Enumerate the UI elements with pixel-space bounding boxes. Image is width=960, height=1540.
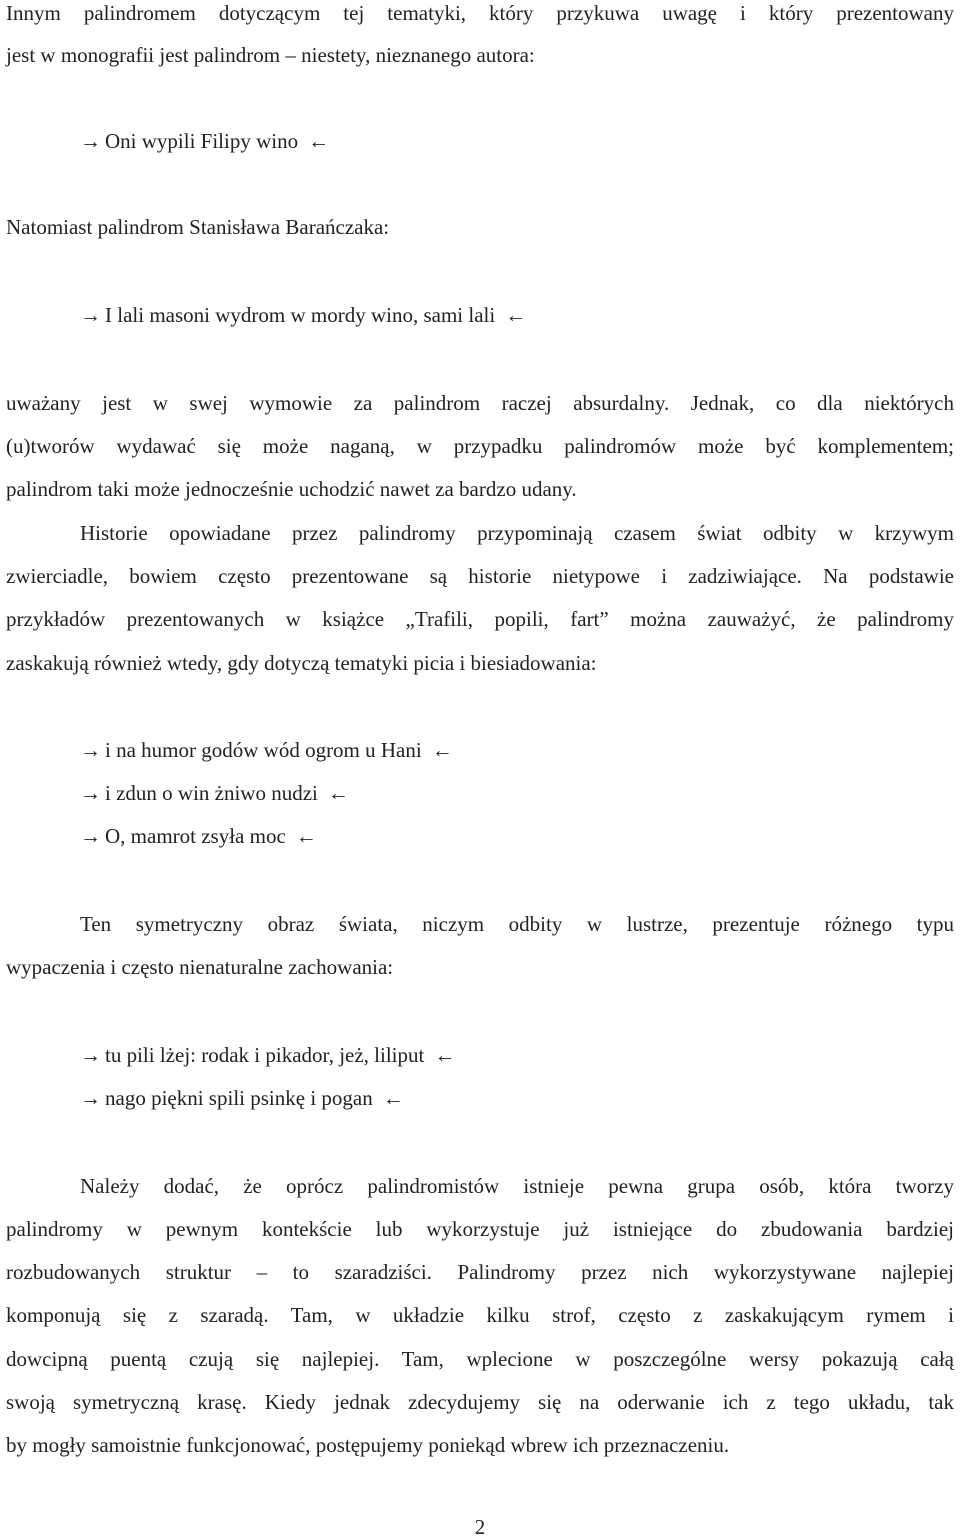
arrow-left-icon: ←: [431, 738, 453, 762]
arrow-right-icon: →: [80, 1086, 101, 1110]
arrow-right-icon: →: [80, 738, 101, 762]
palindrome-nago: [80, 1085, 954, 1111]
para1-line-2: (u)tworów wydawać się może naganą, w przypadku palindromów może być komplementem;: [6, 434, 954, 458]
para4-line-6: swoją symetryczną krasę. Kiedy jednak zdecydujemy się na oderwanie ich z tego układu, tak: [6, 1390, 954, 1414]
palindrome-tu-pili: [80, 1042, 954, 1068]
arrow-right-icon: →: [80, 781, 101, 805]
para2-line-2: zwierciadle, bowiem często prezentowane są historie nietypowe i zadziwiające. Na podstawie: [6, 564, 954, 588]
para3-line-2: wypaczenia i często nienaturalne zachowania:: [6, 955, 394, 979]
page-number: 2: [474, 1515, 486, 1539]
para2-line-4: zaskakują również wtedy, gdy dotyczą tematyki picia i biesiadowania:: [6, 651, 597, 675]
intro-line-2: jest w monografii jest palindrom – niestety, nieznanego autora:: [6, 43, 535, 67]
para1-line-1: uważany jest w swej wymowie za palindrom raczej absurdalny. Jednak, co dla niektórych: [6, 391, 954, 415]
palindrome-text: i na humor godów wód ogrom u Hani: [105, 738, 422, 762]
para3-line-1: Ten symetryczny obraz świata, niczym odbity w lustrze, prezentuje różnego typu: [80, 912, 954, 936]
palindrome-oni-wypili: [80, 128, 954, 154]
para4-line-1: Należy dodać, że oprócz palindromistów istnieje pewna grupa osób, która tworzy: [80, 1174, 954, 1198]
arrow-right-icon: →: [80, 303, 101, 327]
para4-line-7: by mogły samoistnie funkcjonować, postępujemy poniekąd wbrew ich przeznaczeniu.: [6, 1433, 730, 1457]
palindrome-text: i zdun o win żniwo nudzi: [105, 781, 318, 805]
arrow-left-icon: ←: [327, 781, 349, 805]
arrow-left-icon: ←: [382, 1086, 404, 1110]
baranczak-intro: Natomiast palindrom Stanisława Barańczaka:: [6, 215, 390, 239]
palindrome-i-lali-masoni: [80, 302, 954, 328]
arrow-left-icon: ←: [505, 303, 527, 327]
para2-line-3: przykładów prezentowanych w książce „Trafili, popili, fart” można zauważyć, że palindromy: [6, 607, 954, 631]
para4-line-3: rozbudowanych struktur – to szaradziści. Palindromy przez nich wykorzystywane najlepiej: [6, 1260, 954, 1284]
palindrome-mamrot: [80, 823, 954, 849]
arrow-left-icon: ←: [295, 824, 317, 848]
arrow-right-icon: →: [80, 1043, 101, 1067]
para4-line-4: komponują się z szaradą. Tam, w układzie kilku strof, często z zaskakującym rymem i: [6, 1303, 954, 1327]
arrow-left-icon: ←: [434, 1043, 456, 1067]
palindrome-text: I lali masoni wydrom w mordy wino, sami lali: [105, 303, 496, 327]
palindrome-zdun: [80, 780, 954, 806]
para4-line-2: palindromy w pewnym kontekście lub wykorzystuje już istniejące do zbudowania bardziej: [6, 1217, 954, 1241]
palindrome-humor: [80, 737, 954, 763]
palindrome-text: nago piękni spili psinkę i pogan: [105, 1086, 373, 1110]
para1-line-3: palindrom taki może jednocześnie uchodzić nawet za bardzo udany.: [6, 477, 577, 501]
intro-line-1: Innym palindromem dotyczącym tej tematyki, który przykuwa uwagę i który prezentowany: [6, 1, 954, 25]
arrow-left-icon: ←: [308, 129, 330, 153]
palindrome-text: O, mamrot zsyła moc: [105, 824, 286, 848]
palindrome-text: tu pili lżej: rodak i pikador, jeż, liliput: [105, 1043, 425, 1067]
arrow-right-icon: →: [80, 824, 101, 848]
palindrome-text: Oni wypili Filipy wino: [105, 129, 299, 153]
para2-line-1: Historie opowiadane przez palindromy przypominają czasem świat odbity w krzywym: [80, 521, 954, 545]
arrow-right-icon: →: [80, 129, 101, 153]
para4-line-5: dowcipną puentą czują się najlepiej. Tam, wplecione w poszczególne wersy pokazują całą: [6, 1347, 954, 1371]
